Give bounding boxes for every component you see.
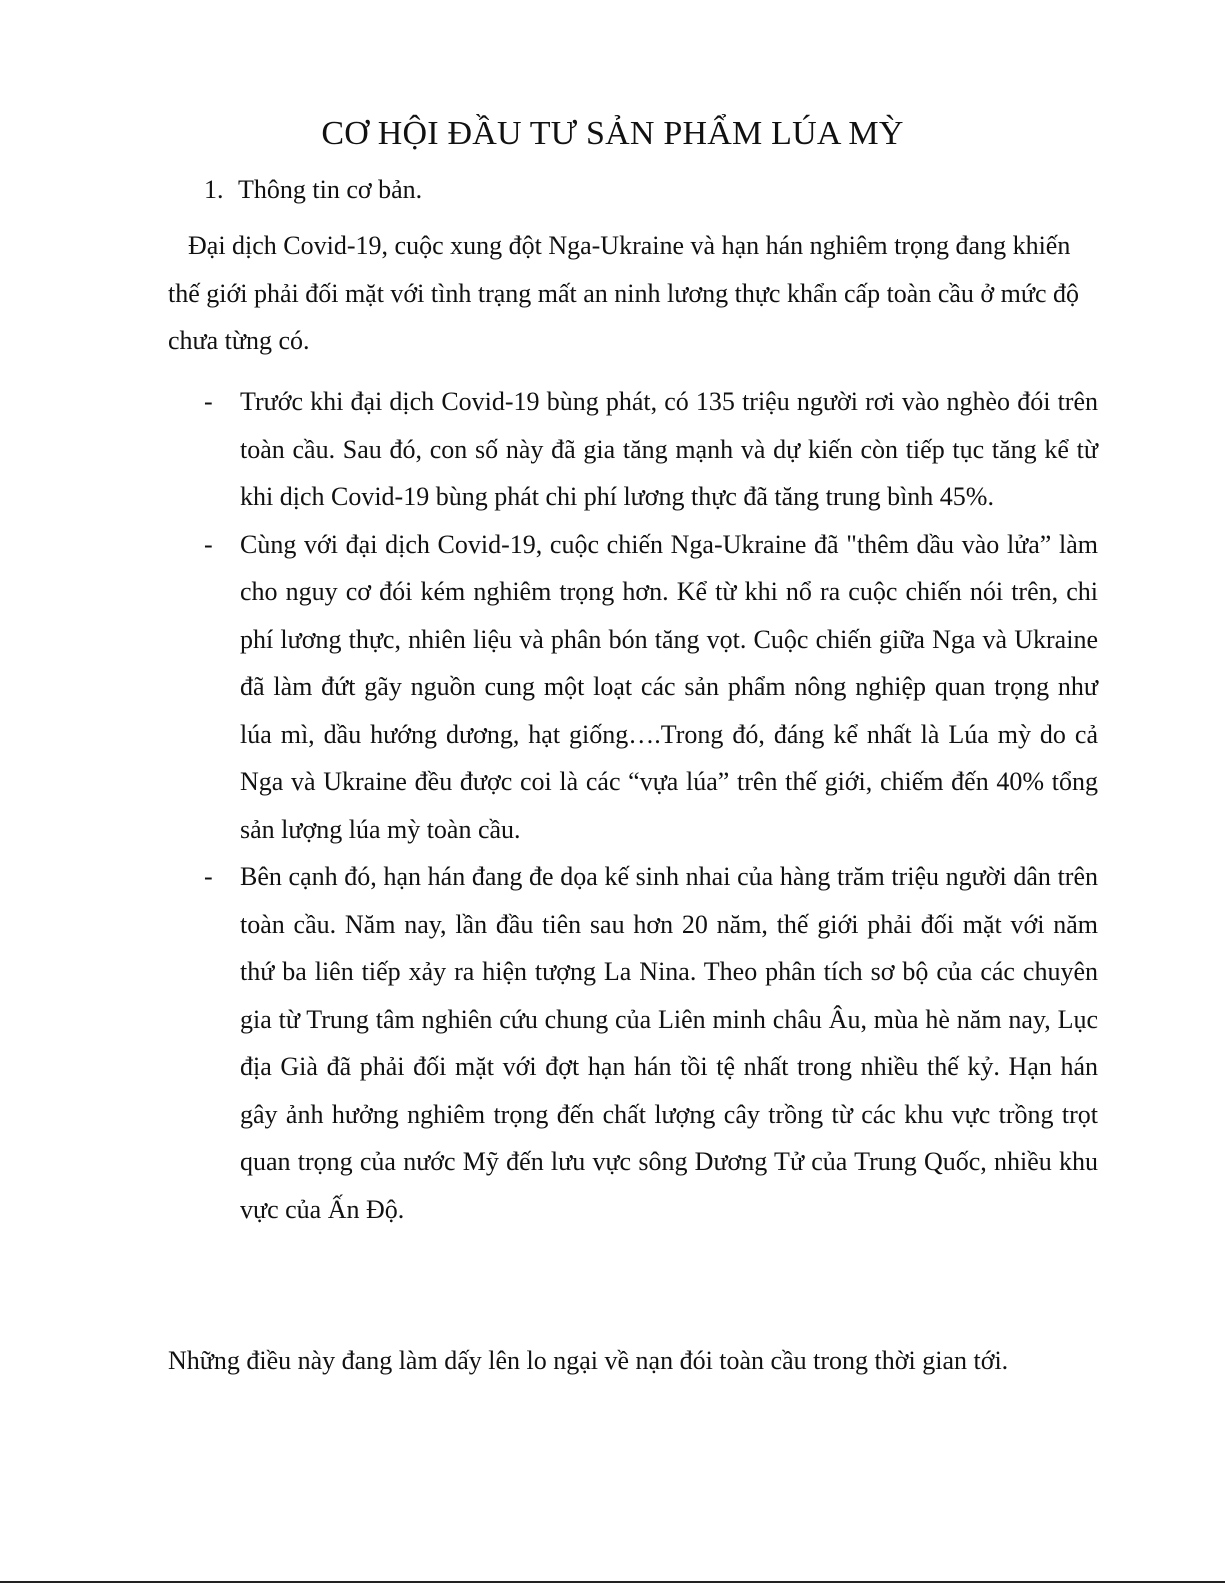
bullet-text: Cùng với đại dịch Covid-19, cuộc chiến Nga-Ukraine đã "thêm dầu vào lửa” làm cho nguy cơ đói kém nghiêm trọng hơn. Kể từ khi nổ ra cuộc chiến nói trên, chi phí lương thực, nhiên liệu và phân bón tăng vọt. Cuộc chiến giữa Nga và Ukraine đã làm đứt gãy nguồn cung một loạt các sản phẩm nông nghiệp quan trọng như lúa mì, dầu hướng dương, hạt giống….Trong đó, đáng kể nhất là Lúa mỳ do cả Nga và Ukraine đều được coi là các “vựa lúa” trên thế giới, chiếm đến 40% tổng sản lượng lúa mỳ toàn cầu.	[240, 529, 1098, 844]
section-heading-text: Thông tin cơ bản.	[238, 175, 423, 204]
bullet-list	[168, 378, 1098, 1233]
closing-paragraph: Những điều này đang làm dấy lên lo ngại về nạn đói toàn cầu trong thời gian tới.	[168, 1346, 1009, 1375]
bullet-text: Bên cạnh đó, hạn hán đang đe dọa kế sinh nhai của hàng trăm triệu người dân trên toàn cầu. Năm nay, lần đầu tiên sau hơn 20 năm, thế giới phải đối mặt với năm thứ ba liên tiếp xảy ra hiện tượng La Nina. Theo phân tích sơ bộ của các chuyên gia từ Trung tâm nghiên cứu chung của Liên minh châu Âu, mùa hè năm nay, Lục địa Già đã phải đối mặt với đợt hạn hán tồi tệ nhất trong nhiều thế kỷ. Hạn hán gây ảnh hưởng nghiêm trọng đến chất lượng cây trồng từ các khu vực trồng trọt quan trọng của nước Mỹ đến lưu vực sông Dương Tử của Trung Quốc, nhiều khu vực của Ấn Độ.	[240, 862, 1098, 1224]
bullet-marker: -	[204, 387, 213, 416]
intro-paragraph: Đại dịch Covid-19, cuộc xung đột Nga-Ukraine và hạn hán nghiêm trọng đang khiến thế giới phải đối mặt với tình trạng mất an ninh lương thực khẩn cấp toàn cầu ở mức độ chưa từng có.	[168, 231, 1080, 355]
list-item	[168, 378, 1098, 521]
bullet-text: Trước khi đại dịch Covid-19 bùng phát, có 135 triệu người rơi vào nghèo đói trên toàn cầu. Sau đó, con số này đã gia tăng mạnh và dự kiến còn tiếp tục tăng kể từ khi dịch Covid-19 bùng phát chi phí lương thực đã tăng trung bình 45%.	[240, 387, 1098, 511]
bullet-marker: -	[204, 529, 213, 559]
section-number: 1.	[204, 175, 224, 204]
list-item	[168, 521, 1098, 854]
list-item	[168, 853, 1098, 1233]
document-title: CƠ HỘI ĐẦU TƯ SẢN PHẨM LÚA MỲ	[321, 115, 904, 152]
bullet-marker: -	[204, 862, 213, 891]
section-heading	[204, 172, 422, 208]
page-bottom-rule	[0, 1581, 1225, 1583]
